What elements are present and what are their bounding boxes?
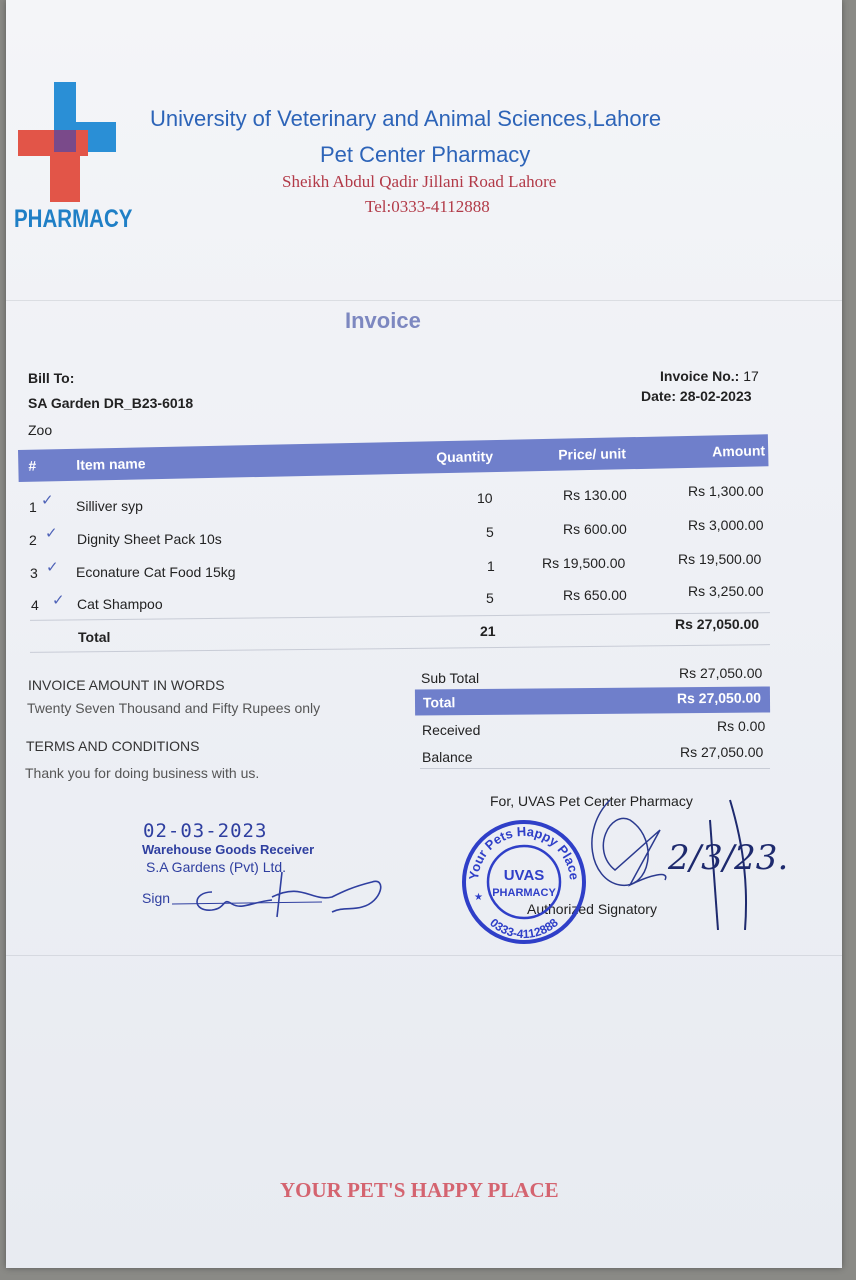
- item-name: Dignity Sheet Pack 10s: [77, 531, 222, 547]
- balance-value: Rs 27,050.00: [680, 744, 764, 760]
- invoice-date: 28-02-2023: [679, 388, 752, 404]
- invoice-number-label: Invoice No.: 17: [660, 368, 759, 384]
- sign-label: Sign: [142, 890, 171, 906]
- stamp-bottom-text: 0333-4112888: [487, 915, 561, 942]
- amount-in-words: Twenty Seven Thousand and Fifty Rupees only: [27, 700, 321, 716]
- logo-text: PHARMACY: [14, 205, 133, 233]
- item-amount: Rs 3,000.00: [688, 517, 764, 533]
- receipt-date: 02-03-2023: [143, 820, 268, 842]
- item-quantity: 1: [487, 558, 495, 574]
- balance-label: Balance: [422, 749, 473, 765]
- checkmark-icon: ✓: [41, 492, 54, 509]
- stamp-top-text: Your Pets Happy Place: [465, 823, 583, 881]
- receipt-line-2: S.A Gardens (Pvt) Ltd.: [146, 859, 287, 875]
- col-quantity: Quantity: [436, 448, 494, 466]
- row-number: 3: [30, 565, 38, 581]
- sub-total-value: Rs 27,050.00: [679, 665, 763, 681]
- item-price: Rs 650.00: [563, 587, 627, 603]
- pharmacy-cross-icon: [12, 82, 116, 202]
- checkmark-icon: ✓: [46, 559, 59, 576]
- sub-total-label: Sub Total: [421, 670, 480, 686]
- summary-total-bar: [415, 686, 770, 715]
- receiver-signature: [172, 862, 392, 922]
- divider: [420, 768, 770, 769]
- received-label: Received: [422, 722, 481, 738]
- customer-location: Zoo: [28, 422, 53, 438]
- terms-label: TERMS AND CONDITIONS: [26, 738, 200, 754]
- total-label: Total: [78, 629, 111, 645]
- stamp-center-bottom: PHARMACY: [492, 887, 556, 899]
- invoice-number: 17: [743, 368, 759, 384]
- authorized-signatory-label: Authorized Signatory: [527, 901, 657, 917]
- paper-fold: [6, 955, 842, 956]
- item-quantity: 10: [477, 490, 493, 506]
- paper-fold: [6, 300, 842, 301]
- item-price: Rs 600.00: [563, 521, 627, 537]
- terms-text: Thank you for doing business with us.: [25, 765, 260, 781]
- checkmark-icon: ✓: [45, 525, 58, 542]
- item-name: Cat Shampoo: [77, 596, 163, 612]
- received-value: Rs 0.00: [717, 718, 766, 734]
- customer-name: SA Garden DR_B23-6018: [28, 395, 194, 411]
- row-number: 4: [31, 597, 39, 613]
- col-price: Price/ unit: [558, 445, 627, 463]
- footer-slogan: YOUR PET'S HAPPY PLACE: [280, 1178, 559, 1202]
- for-pharmacy-label: For, UVAS Pet Center Pharmacy: [490, 793, 693, 809]
- uvas-stamp-icon: [460, 818, 588, 946]
- row-number: 2: [29, 532, 37, 548]
- total-amount: Rs 27,050.00: [675, 616, 760, 632]
- col-number: #: [28, 457, 37, 474]
- invoice-date-label: Date: 28-02-2023: [641, 388, 752, 404]
- item-name: Econature Cat Food 15kg: [76, 564, 236, 580]
- amount-in-words-label: INVOICE AMOUNT IN WORDS: [28, 677, 225, 693]
- summary-total-value: Rs 27,050.00: [676, 689, 762, 707]
- stamp-center-top: UVAS: [503, 867, 545, 884]
- bill-to-label: Bill To:: [28, 370, 75, 386]
- row-number: 1: [29, 499, 37, 515]
- col-item-name: Item name: [76, 455, 146, 473]
- summary-total-label: Total: [422, 694, 456, 711]
- pharmacy-name: Pet Center Pharmacy: [320, 142, 531, 167]
- item-amount: Rs 3,250.00: [688, 583, 764, 599]
- item-amount: Rs 19,500.00: [678, 551, 762, 567]
- university-name: University of Veterinary and Animal Sciences,Lahore: [150, 106, 662, 131]
- star-icon: ★: [474, 892, 483, 903]
- checkmark-icon: ✓: [52, 592, 65, 609]
- pharmacy-address: Sheikh Abdul Qadir Jillani Road Lahore: [282, 172, 557, 191]
- item-quantity: 5: [486, 524, 494, 540]
- col-amount: Amount: [712, 442, 766, 460]
- item-price: Rs 130.00: [563, 487, 627, 503]
- item-name: Silliver syp: [76, 498, 143, 514]
- item-quantity: 5: [486, 590, 494, 606]
- pharmacy-phone: Tel:0333-4112888: [365, 197, 490, 216]
- invoice-title: Invoice: [345, 308, 421, 333]
- receipt-line-1: Warehouse Goods Receiver: [142, 842, 315, 857]
- total-quantity: 21: [480, 623, 496, 639]
- item-amount: Rs 1,300.00: [688, 483, 764, 499]
- item-price: Rs 19,500.00: [542, 555, 626, 571]
- handwritten-date: 2/3/23.: [668, 838, 789, 878]
